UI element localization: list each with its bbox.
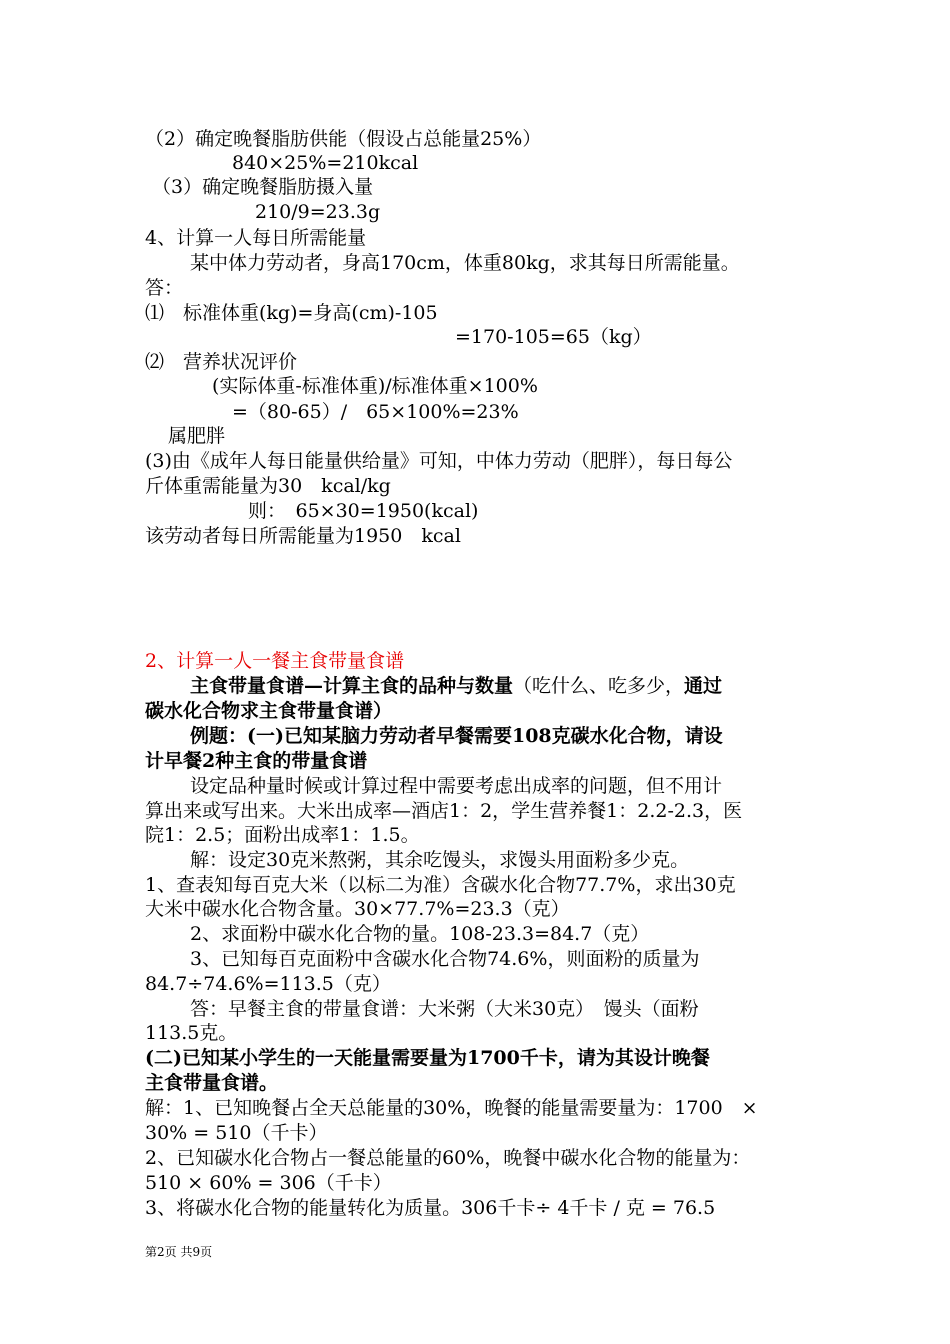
bold-phrase: 主食带量食谱—计算主食的品种与数量: [190, 675, 514, 697]
text-line: (3)由《成年人每日能量供给量》可知，中体力劳动（肥胖），每日每公: [145, 450, 733, 472]
section-heading: 4、计算一人每日所需能量: [145, 227, 367, 249]
text-line: ⑴ 标准体重(kg)=身高(cm)-105: [145, 302, 438, 324]
text-line: 大米中碳水化合物含量。30×77.7%=23.3（克）: [145, 898, 570, 920]
text-line: 计早餐2种主食的带量食谱: [145, 750, 368, 772]
text-line: (实际体重-标准体重)/标准体重×100%: [212, 375, 538, 397]
bold-phrase: 通过: [684, 675, 723, 697]
text-line: 解：1、已知晚餐占全天总能量的30%，晚餐的能量需要量为：1700 ×: [145, 1097, 758, 1119]
text-line: （3）确定晚餐脂肪摄入量: [152, 176, 374, 198]
text-line: 3、已知每百克面粉中含碳水化合物74.6%，则面粉的质量为: [190, 948, 700, 970]
text-line: 210/9=23.3g: [255, 201, 381, 223]
text-line: 设定品种量时候或计算过程中需要考虑出成率的问题，但不用计: [190, 775, 723, 797]
text-line: 840×25%=210kcal: [232, 152, 419, 174]
text-line: 某中体力劳动者，身高170cm，体重80kg，求其每日所需能量。: [190, 252, 740, 274]
text-line: 则： 65×30=1950(kcal): [248, 500, 479, 522]
text-line: 2、求面粉中碳水化合物的量。108-23.3=84.7（克）: [190, 923, 650, 945]
text-line: 属肥胖: [168, 425, 226, 447]
text-line: 84.7÷74.6%=113.5（克）: [145, 973, 391, 995]
text-line: 510 × 60% = 306（千卡）: [145, 1172, 392, 1194]
text-line: 解：设定30克米熬粥，其余吃馒头，求馒头用面粉多少克。: [190, 849, 690, 871]
text-line: 答：: [145, 277, 184, 299]
plain-phrase: （吃什么、吃多少，: [513, 675, 685, 697]
text-line: 碳水化合物求主食带量食谱）: [145, 700, 393, 722]
text-line: 3、将碳水化合物的能量转化为质量。306千卡÷ 4千卡 / 克 = 76.5: [145, 1197, 716, 1219]
text-line: 答：早餐主食的带量食谱：大米粥（大米30克） 馒头（面粉: [190, 998, 699, 1020]
example-heading: (二)已知某小学生的一天能量需要量为1700千卡，请为其设计晚餐: [145, 1047, 710, 1069]
section-heading-red: 2、计算一人一餐主食带量食谱: [145, 650, 405, 672]
text-line: =（80-65）/ 65×100%=23%: [232, 401, 519, 423]
text-line: 113.5克。: [145, 1022, 238, 1044]
text-line: =170-105=65（kg）: [455, 326, 652, 348]
text-line: 院1：2.5；面粉出成率1：1.5。: [145, 824, 420, 846]
text-line: 斤体重需能量为30 kcal/kg: [145, 475, 391, 497]
text-line-mixed: [190, 674, 722, 698]
text-line: 2、已知碳水化合物占一餐总能量的60%，晚餐中碳水化合物的能量为：: [145, 1147, 751, 1169]
page-footer: 第2页 共9页: [145, 1245, 213, 1259]
text-line: 1、查表知每百克大米（以标二为准）含碳水化合物77.7%，求出30克: [145, 874, 736, 896]
example-heading: 例题：(一)已知某脑力劳动者早餐需要108克碳水化合物，请设: [190, 725, 723, 747]
text-line: ⑵ 营养状况评价: [145, 351, 298, 373]
text-line: （2）确定晚餐脂肪供能（假设占总能量25%）: [145, 128, 542, 150]
text-line: 算出来或写出来。大米出成率—酒店1：2，学生营养餐1：2.2-2.3，医: [145, 800, 743, 822]
text-line: 30% = 510（千卡）: [145, 1122, 328, 1144]
text-line: 该劳动者每日所需能量为1950 kcal: [145, 525, 461, 547]
text-line: 主食带量食谱。: [145, 1072, 279, 1094]
